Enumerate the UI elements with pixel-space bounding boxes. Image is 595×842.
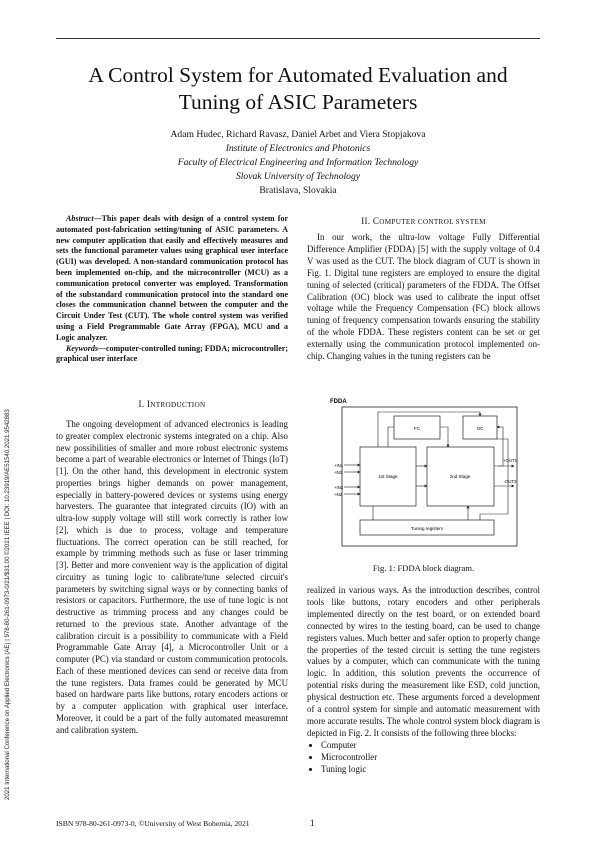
abstract	[56, 214, 288, 365]
fdda-block-diagram	[328, 396, 528, 548]
section-heading-introduction: I. INTRODUCTION	[138, 399, 206, 409]
tuning-registers-label: Tuning registers	[410, 526, 444, 531]
location: Bratislava, Slovakia	[259, 185, 337, 196]
list-item: • Computer	[321, 740, 540, 752]
input-label: -IN2	[334, 492, 343, 497]
input-label: -IN1	[334, 470, 343, 475]
page-number: 1	[310, 818, 315, 828]
fdda-label: FDDA	[330, 399, 347, 405]
side-note	[4, 350, 16, 800]
top-rule	[56, 38, 540, 39]
section2-text-top: In our work, the ultra-low voltage Fully Differential Difference Amplifier (FDDA) [5] with the supply voltage of 0.4 V was used as the CUT. The block diagram of CUT is shown in Fig. 1. Digital tune registers are employed to ensure the digital tuning of selected (critical) parameters of the FDDA. The Offset Calibration (OC) block was used to calibrate the input offset voltage while the Frequency Compensation (FC) block allows tuning of frequency compensation towards ensuring the stability of the whole FDDA. These registers content can be set or get externally using the communication protocol implemented on-chip. Changing values in the tuning registers can be	[307, 232, 540, 362]
footer	[56, 819, 540, 828]
section-heading-computer-control-system: II. COMPUTER CONTROL SYSTEM	[361, 216, 486, 226]
input-label: +IN1	[334, 463, 344, 468]
introduction-text: The ongoing development of advanced electronics is leading to greater complex electronic systems integrated on a chip. Also new possibilities of smaller and more robust electronic systems become a part of wearable electronics or Internet of Things (IoT) [1]. On the other hand, this development in electronic system properties brings higher demands on power management, especially in battery-powered devices or systems using energy harvesters. The guarantee that integrated circuits (IO) with an ultra-low supply voltage will still work correctly is rather low [2], which is due to process, voltage and temperature fluctuations. The correct operation can be still reached, for example by trimming methods such as fuse or laser trimming [3]. Better and more convenient way is the application of digital circuitry as tuning logic to calibrate/tune selected circuit's parameters by switching signal ways or by connecting banks of resistors or capacitors. Furthermore, the use of tune logic is not destructive as trimming process and any changes could be returned to the previous state. Another advantage of the calibration circuit is a possibility to communicate with a Field Programmable Gate Array [4], a Microcontroller Unit or a computer (PC) via standard or custom communication protocols. Each of these mentioned devices can send or receive data from the tune registers. Data frames could be generated by MCU based on hardware parts like buttons, rotary encoders actions or by a computer application with graphical user interface. Moreover, it could be a part of the fully automated measuremnt and calibration system.	[56, 419, 288, 735]
affiliation-faculty: Faculty of Electrical Engineering and Information Technology	[177, 157, 419, 168]
list-item: • Microcontroller	[321, 752, 540, 764]
section2-text-bottom: realized in various ways. As the introduction describes, control tools like buttons, rotary encoders and other peripherals implemented directly on the test board, or on extended board connected by wires to the testing board, can be used to change registers values. Much better and safer option to properly change the properties of the tested circuit is setting the tune registers values by a computer, which can communicate with the tuning logic. In addition, this solution prevents the occurrence of potential risks during the measurement like ESD, cold junction, physical destruction etc. These arguments forced a development of a control system for simple and automatic measurement with more accurate results. The whole control system block diagram is depicted in Fig. 2. It consists of the following three blocks: • Computer • Microcontroller • Tuning logic	[307, 585, 540, 776]
block-list	[307, 740, 540, 776]
affiliation-university: Slovak University of Technology	[235, 171, 361, 182]
abstract-text: —This paper deals with design of a control system for automated post-fabrication setting/tuning of ASIC parameters. A new computer application that easily and effectively measures and sets the functional parameter values using graphical user interface (GUI) was developed. A non-standard communication protocol has been implemented on-chip, and the microcontroller (MCU) as a communication protocol converter was employed. Transformation of the substandard communication protocol into the standard one closes the communication channel between the computer and the Circuit Under Test (CUT). The whole control system was verified using a Field Programmable Gate Array (FPGA), MCU and a Logic analyzer.	[56, 214, 288, 342]
output-label: +OUT1	[503, 458, 517, 463]
input-label: +IN2	[334, 485, 344, 490]
footer-isbn: ISBN 978-80-261-0973-0, ©University of West Bohemia, 2021	[56, 819, 250, 828]
authors: Adam Hudec, Richard Ravasz, Daniel Arbet and Viera Stopjakova	[170, 129, 426, 140]
abstract-label: Abstract	[66, 214, 94, 223]
author-block	[60, 128, 536, 198]
output-label: -OUT2	[503, 479, 517, 484]
oc-label: OC	[476, 426, 484, 431]
figure-caption: Fig. 1: FDDA block diagram.	[372, 563, 475, 573]
second-stage-label: 2nd Stage	[449, 474, 471, 479]
list-item: • Tuning logic	[321, 764, 540, 776]
paper-title: A Control System for Automated Evaluation and Tuning of ASIC Parameters	[88, 63, 508, 114]
first-stage-label: 1st Stage	[378, 474, 398, 479]
fc-label: FC	[414, 426, 420, 431]
affiliation-institute: Institute of Electronics and Photonics	[225, 143, 371, 154]
keywords-text: —computer-controlled tuning; FDDA; microcontroller; graphical user interface	[56, 343, 288, 364]
side-note-text: 2021 International Conference on Applied Electronics (AE) | 978-80-261-0973-0/21/$31.00 ©2021 IEEE | DOI: 10.23919/AE51540.2021.9542883	[4, 409, 11, 800]
keywords-label: Keywords	[66, 343, 98, 353]
